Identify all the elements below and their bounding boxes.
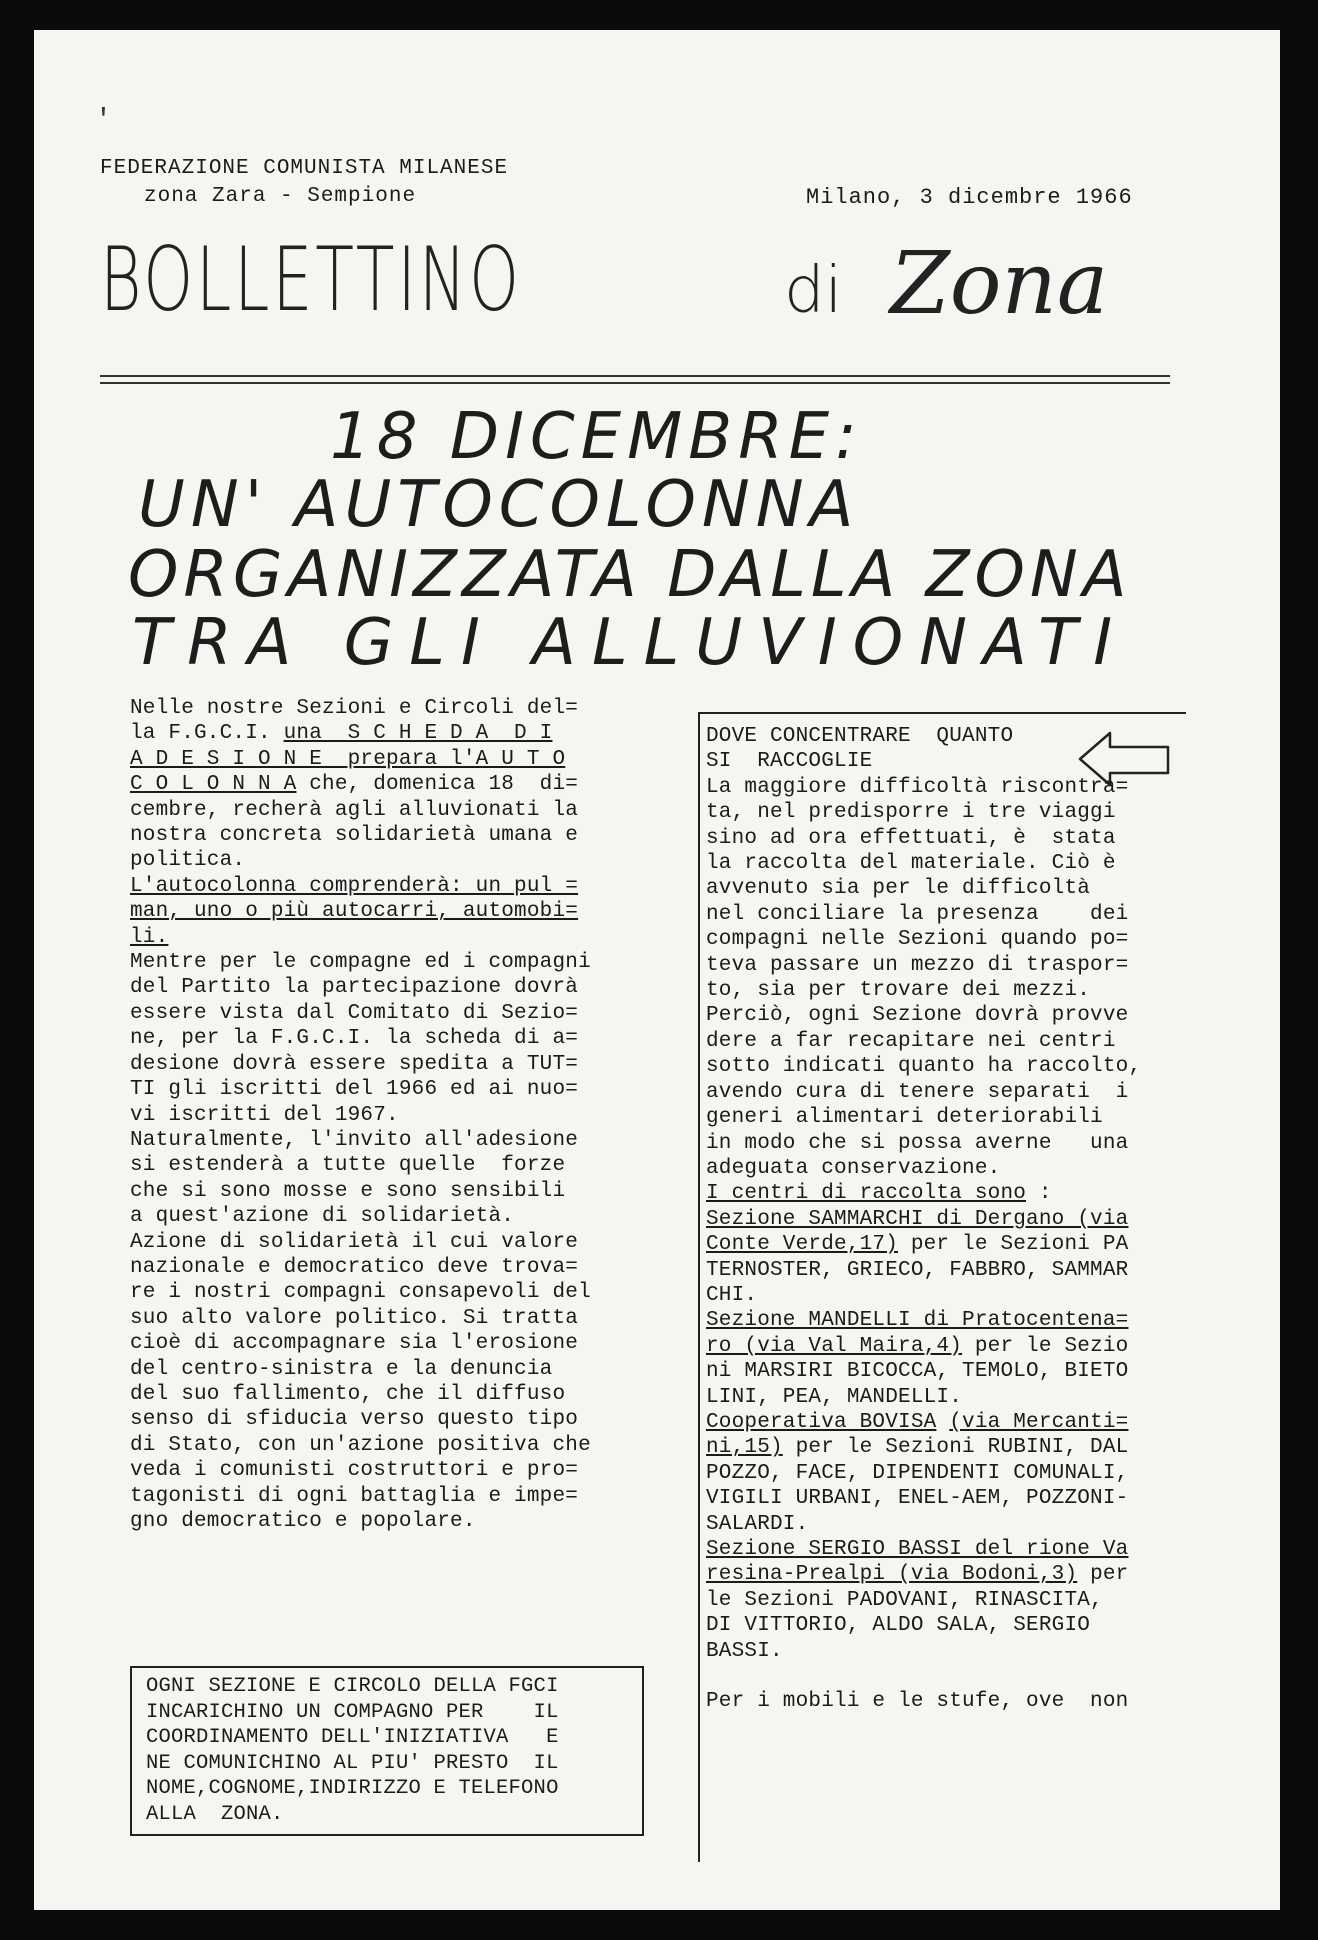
headline-line-2: UN' AUTOCOLONNA [138,468,860,542]
headline-line-3: ORGANIZZATA DALLA ZONA [128,538,1132,612]
right-p1: La maggiore difficoltà riscontra= ta, nel predisporre i tre viaggi sino ad ora effettuati, è stata la raccolta del materiale. Ciò è avvenuto sia per le difficoltà nel conciliare la presenza dei compagni nelle Sezioni quando po= teva passare un mezzo di traspor= to, sia per trovare dei mezzi. Perciò, ogni Sezione dovrà provve dere a far recapitare nei centri sotto indicati quanto ha raccolto, avendo cura di tenere separati i generi alimentari deteriorabili in modo che si possa averne una adeguata conservazione. [706,775,1142,1180]
centri-label: I centri di raccolta sono [706,1182,1027,1206]
autocolonna-composition: L'autocolonna comprenderà: un pul = man, uno o più autocarri, automobi= li. [130,874,579,949]
left-p1-end: che, domenica 18 di= cembre, recherà agli alluvionati la nostra concreta solidarietà umana e politica. [130,773,579,873]
double-rule-bottom [100,382,1170,384]
centro-2-sections: per le Sezio ni MARSIRI BICOCCA, TEMOLO, BIETO LINI, PEA, MANDELLI. [706,1334,1129,1409]
centro-3-address: (via Mercanti= ni,15) [706,1410,1129,1460]
centro-3-name: Cooperativa BOVISA [706,1410,937,1434]
right-last-line: Per i mobili e le stufe, ove non [706,1690,1129,1714]
masthead [100,228,1109,334]
centro-3-sections: per le Sezioni RUBINI, DAL POZZO, FACE, DIPENDENTI COMUNALI, VIGILI URBANI, ENEL-AEM, POZZONI- SALARDI. [706,1436,1129,1536]
masthead-zona: Zona [890,234,1109,334]
adesione-text: A D E S I O N E prepara l'A U T O [130,747,566,771]
right-column [706,724,1141,1715]
scheda-di-text: una S C H E D A D I [283,722,553,746]
centro-3-gap [936,1411,949,1434]
headline-line-4: TRA GLI ALLUVIONATI [132,606,1129,680]
org-line-2: zona Zara - Sempione [144,185,417,208]
left-p1-start: Nelle nostre Sezioni e Circoli del= la F.G.C.I. [130,697,579,746]
notice-box [130,1666,644,1836]
stray-mark: ' [95,105,112,136]
right-box-left-border [698,712,700,1862]
issue-date: Milano, 3 dicembre 1966 [806,185,1133,210]
centro-4-sections: per le Sezioni PADOVANI, RINASCITA, DI VITTORIO, ALDO SALA, SERGIO BASSI. [706,1563,1129,1663]
org-line-1: FEDERAZIONE COMUNISTA MILANESE [100,157,509,180]
centri-colon: : [1026,1182,1052,1206]
left-column [130,696,591,1534]
notice-box-text: OGNI SEZIONE E CIRCOLO DELLA FGCI INCARICHINO UN COMPAGNO PER IL COORDINAMENTO DELL'INIZIATIVA E NE COMUNICHINO AL PIU' PRESTO IL NOME,COGNOME,INDIRIZZO E TELEFONO ALLA ZONA. [146,1675,559,1826]
right-box-top-border [698,712,1186,714]
right-heading: DOVE CONCENTRARE QUANTO SI RACCOGLIE [706,725,1014,774]
masthead-di: di [784,254,843,328]
double-rule-top [100,375,1170,377]
masthead-title: BOLLETTINO [100,228,522,331]
colonna-text: C O L O N N A [130,773,297,797]
left-p3: Mentre per le compagne ed i compagni del Partito la partecipazione dovrà essere vista dal Comitato di Sezio= ne, per la F.G.C.I. la scheda di a= desione dovrà essere spedita a TUT= TI gli iscritti del 1966 ed ai nuo= vi iscritti del 1967. Naturalmente, l'invito all'adesione si estenderà a tutte quelle forze che si sono mosse e sono sensibili a quest'azione di solidarietà. Azione di solidarietà il cui valore nazionale e democratico deve trova= re i nostri compagni consapevoli del suo alto valore politico. Si tratta cioè di accompagnare sia l'erosione del centro-sinistra e la denuncia del suo fallimento, che il diffuso senso di sfiducia verso questo tipo di Stato, con un'azione positiva che veda i comunisti costruttori e pro= tagonisti di ogni battaglia e impe= gno democratico e popolare. [130,951,591,1533]
centro-4-address: Sezione SERGIO BASSI del rione Va resina-Prealpi (via Bodoni,3) [706,1538,1129,1587]
centro-2-address: Sezione MANDELLI di Pratocentena= ro (via Val Maira,4) [706,1309,1129,1358]
headline-line-1: 18 DICEMBRE: [330,400,863,474]
centro-1-sections: per le Sezioni PA TERNOSTER, GRIECO, FABBRO, SAMMAR CHI. [706,1233,1129,1307]
centro-1-address: Sezione SAMMARCHI di Dergano (via Conte Verde,17) [706,1207,1129,1257]
